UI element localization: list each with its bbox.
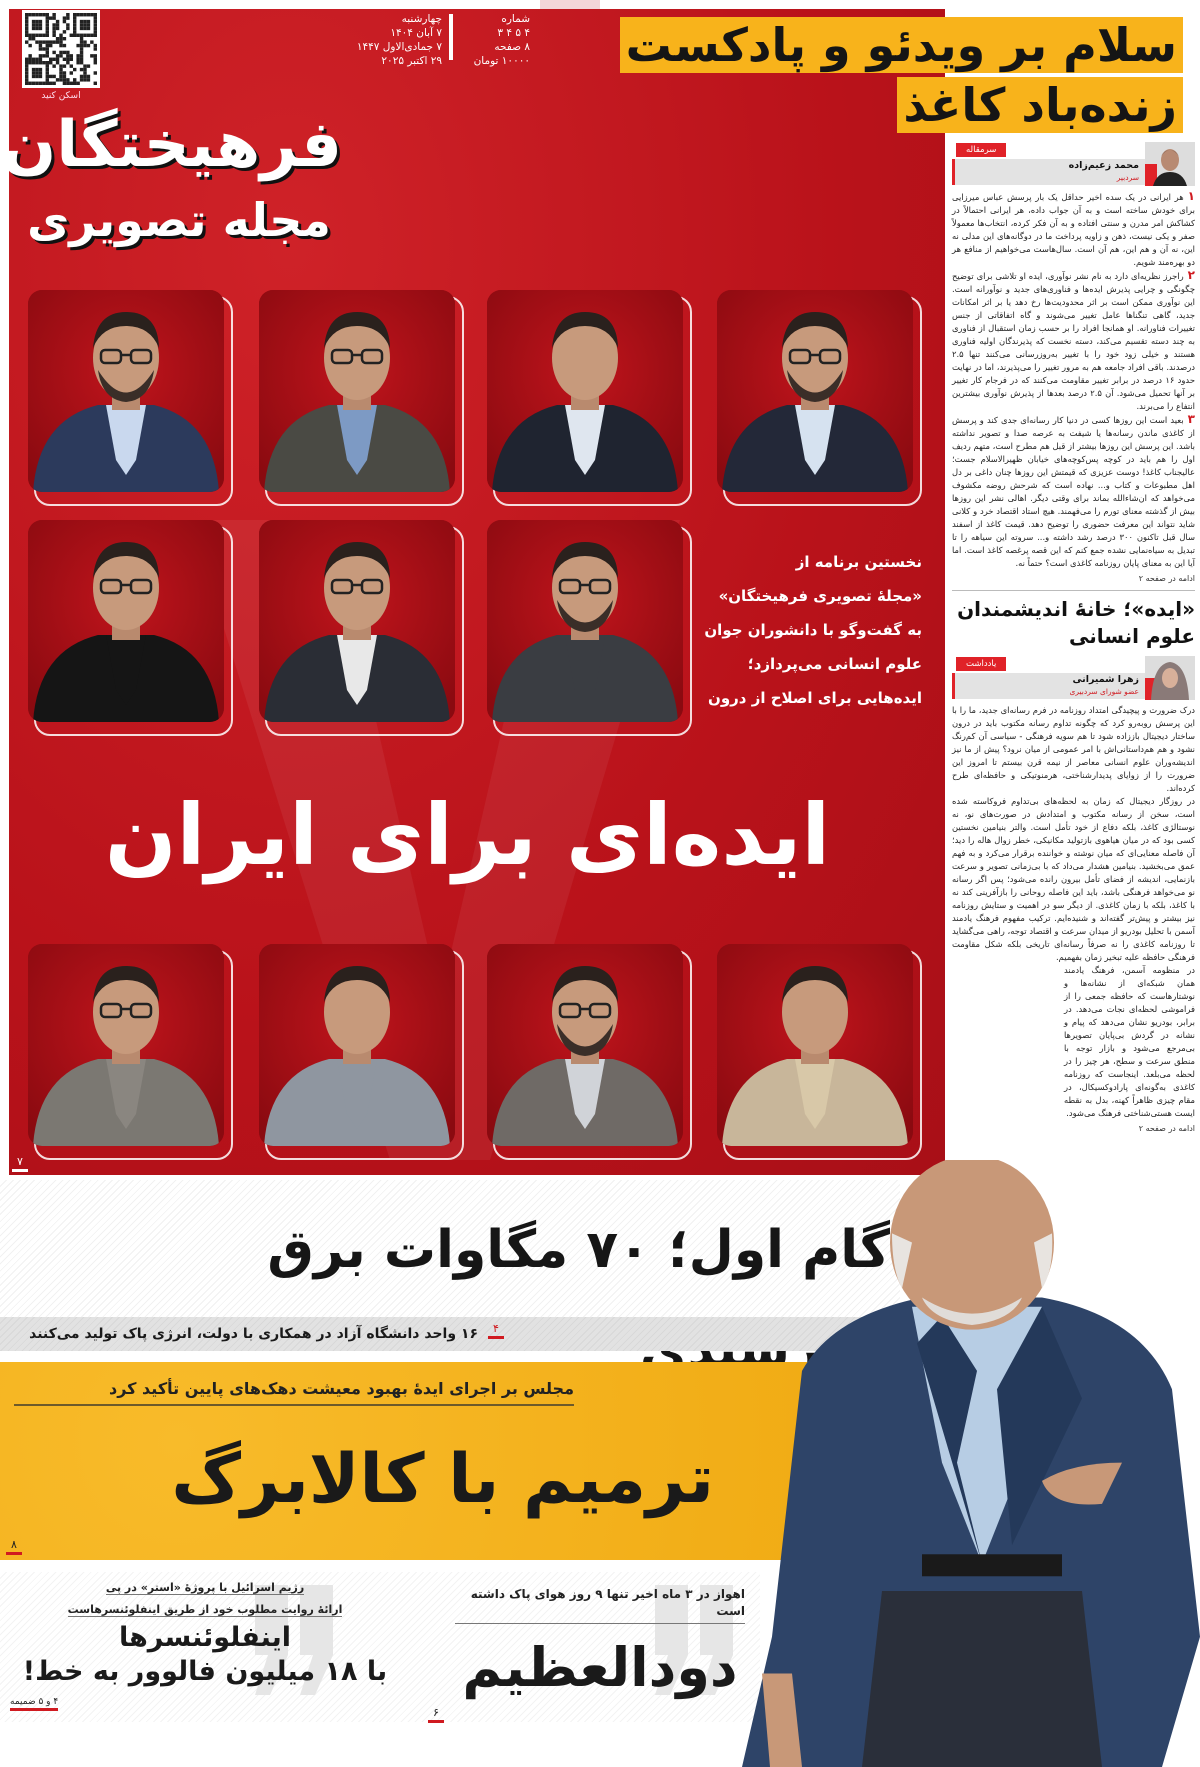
byline-box bbox=[952, 673, 1145, 699]
portrait-image bbox=[28, 520, 224, 722]
story-title: دودالعظیم bbox=[462, 1636, 738, 1699]
story-title bbox=[10, 1621, 400, 1689]
portrait-image bbox=[259, 520, 455, 722]
intro-line: ایده‌هایی برای اصلاح از درون bbox=[708, 689, 922, 707]
paragraph bbox=[952, 413, 1195, 570]
right-column bbox=[952, 142, 1195, 1140]
story-ahvaz[interactable] bbox=[455, 1586, 745, 1708]
page-ref[interactable]: ۴ و ۵ ضمیمه bbox=[10, 1696, 58, 1711]
top-headline-line2: زنده‌باد کاغذ bbox=[897, 77, 1183, 133]
note-body bbox=[952, 704, 1195, 964]
continued-link[interactable]: ادامه در صفحه ۲ bbox=[1138, 1124, 1195, 1133]
top-headline[interactable] bbox=[620, 17, 1183, 137]
weekday: چهارشنبه bbox=[401, 13, 442, 25]
portrait-photo bbox=[28, 520, 231, 730]
qr-code-icon bbox=[25, 13, 97, 85]
lead-headline[interactable]: گام اول؛ ۷۰ مگاوات برق bbox=[267, 1220, 890, 1280]
portrait-image bbox=[28, 944, 224, 1146]
top-headline-line1: سلام بر ویدئو و پادکست bbox=[620, 17, 1183, 73]
story-title-line: با ۱۸ میلیون فالوور به خط! bbox=[22, 1656, 388, 1687]
portrait-image bbox=[487, 944, 683, 1146]
issue-label: شماره bbox=[501, 13, 530, 25]
feature-intro bbox=[682, 545, 922, 715]
paragraph bbox=[952, 190, 1195, 269]
portrait-photo bbox=[487, 944, 690, 1154]
continued-link[interactable]: ادامه در صفحه ۲ bbox=[952, 570, 1195, 591]
story-kicker: رژیم اسرائیل با پروژهٔ «استر» در پی bbox=[105, 1581, 305, 1594]
page-ref[interactable]: ۸ bbox=[6, 1538, 22, 1555]
section-tag: یادداشت bbox=[956, 657, 1006, 671]
page-ref[interactable]: ۴ bbox=[488, 1322, 504, 1339]
section-tag: سرمقاله bbox=[956, 143, 1006, 157]
page-ref[interactable]: ۷ bbox=[12, 1155, 28, 1172]
paragraph-text: راجرز نظریه‌ای دارد به نام نشر نوآوری، ایده او تلاشی برای توضیح چگونگی و چرایی پذیرش ایده‌ها و فناوری‌های جدید و نوآورانه است. این نوآوری ممکن است بر اثر محدودیت‌ها رخ دهد یا بر اثر امکانات جدید، گاهی تنگناها عامل تغییر می‌شوند و گاه اتفاقاتی از جنس تغییرات فناورانه. او همانجا افراد را بر حسب زمان استقبال از فناوری به چند دسته تقسیم می‌کند، دسته نخست که پذیرندگان اولیه فناوری هستند و خیلی زود خود را با تغییر به‌روزرسانی می‌کنند تنها ۲.۵ درصدند. باقی افراد جامعه هم به مرور تغییر را می‌پذیرند، اما در نهایت حدود ۱۶ درصد در برابر تغییر مقاومت می‌کنند که در فرجام کار تغییر بر آنها تحمیل می‌شود. آن ۲.۵ درصد بعدها از پذیرش نوآوری بیشترین انتفاع را می‌برند. bbox=[952, 271, 1196, 411]
newspaper-logo: فرهیختگان bbox=[1, 108, 342, 182]
paragraph: درک ضرورت و پیچیدگی امتداد روزنامه در فرم رسانه‌ای جدید، ما را با این پرسش روبه‌رو کرد که چگونه تداوم رسانه مکتوب باید در درون ساختار دیجیتال باززاده شود تا هم سویه فرهنگی - سیاسی آن کم‌رنگ نشود و هم هم‌داستانی‌اش با امر عمومی از میان نرود؟ پیش از ما نیز اندیشه‌وران علوم انسانی معاصر از نیمه قرن بیستم تا امروز این ضرورت را از زوایای پدیدارشناختی، هرمنوتیکی و حافظه‌ای طرح کرده‌اند. bbox=[952, 705, 1195, 793]
issue-info bbox=[330, 12, 530, 72]
feature-title[interactable]: ایده‌ای برای ایران bbox=[104, 786, 831, 884]
portrait-photo bbox=[717, 290, 920, 500]
byline-box bbox=[952, 159, 1145, 185]
issue-number: ۴ ۵ ۴ ۳ bbox=[497, 27, 530, 39]
politician-photo bbox=[742, 1160, 1200, 1767]
divider bbox=[449, 14, 453, 60]
portrait-image bbox=[28, 290, 224, 492]
story-kicker: اهواز در ۳ ماه اخیر تنها ۹ روز هوای پاک داشته است bbox=[455, 1586, 745, 1624]
qr-caption: اسکن کنید bbox=[41, 91, 81, 101]
portrait-image bbox=[259, 290, 455, 492]
author-name: محمد زعیم‌زاده bbox=[1068, 160, 1139, 171]
story-influencers[interactable] bbox=[10, 1576, 400, 1711]
author-name: زهرا شمیرانی bbox=[1072, 674, 1139, 685]
portrait-image bbox=[487, 520, 683, 722]
price: ۱۰۰۰۰ تومان bbox=[473, 55, 530, 67]
date-solar: ۷ آبان ۱۴۰۴ bbox=[390, 27, 442, 39]
logo-subtitle: مجله تصویری bbox=[27, 193, 331, 247]
editorial-body bbox=[952, 190, 1195, 570]
intro-line: به گفت‌وگو با دانشوران جوان bbox=[704, 621, 922, 639]
page-count: ۸ صفحه bbox=[494, 41, 530, 53]
portrait-image bbox=[717, 290, 913, 492]
page-ref[interactable]: ۶ bbox=[428, 1706, 444, 1723]
paragraph bbox=[952, 269, 1195, 413]
portrait-photo bbox=[28, 290, 231, 500]
paragraph-number: ۳ bbox=[1187, 412, 1195, 426]
editorial-byline bbox=[952, 142, 1195, 186]
intro-line: نخستین برنامه از bbox=[795, 553, 922, 571]
qr-code[interactable] bbox=[22, 10, 100, 88]
portrait-image bbox=[259, 944, 455, 1146]
yellow-kicker: مجلس بر اجرای ایدهٔ بهبود معیشت دهک‌های پایین تأکید کرد bbox=[14, 1378, 574, 1406]
paragraph: در روزگار دیجیتال که زمان به لحظه‌های بی‌تداوم فروکاسته شده است، سخن از رسانه مکتوب و امتدادش در صورت‌های نو، نه نوستالژی کاغذ، بلکه دفاع از خود تأمل است. والتر بنیامین نخستین کسی بود که در میان هیاهوی بازتولید مکانیکی، خطر زوال هاله را دید؛ آن فاصله معنایی‌ای که میان نوشته و خواننده برقرار می‌کرد و به فهم عمق می‌بخشید. بنیامین هشدار می‌داد که با بی‌زمانی تصویر و سرعت بازنمایی، اندیشه از فضای تأمل بیرون رانده می‌شود؛ پس اگر رسانه نو می‌خواهد فرهنگی باشد، باید این فاصله روحانی را بازآفرینی کند نه با کاغذ، بلکه با زمان کاغذی. از دیگر سو در اهمیت و ستایش روزنامه نیز بیشتر و پیش‌تر گفته‌اند و شنیده‌ایم. ترکیب مفهوم فرهنگ یادمند آسمن با تحلیل بودریو از میدان سرعت و اقتصاد توجه، راهی می‌گشاید تا روزنامه کاغذی را نه صرفاً رسانه‌ای تاریخی بلکه شکل مقاومت فرهنگی حافظه علیه تبخیر زمان بفهمیم. bbox=[952, 796, 1195, 962]
paragraph-number: ۱ bbox=[1187, 189, 1195, 203]
story-kicker: ارائهٔ روایت مطلوب خود از طریق اینفلوئنسرهاست bbox=[67, 1603, 343, 1616]
intro-line: علوم انسانی می‌پردازد؛ bbox=[747, 655, 922, 673]
note-headline[interactable]: «ایده»؛ خانهٔ اندیشمندان علوم انسانی bbox=[957, 597, 1195, 648]
portrait-photo bbox=[487, 290, 690, 500]
portrait-photo bbox=[487, 520, 690, 730]
date-gregorian: ۲۹ اکتبر ۲۰۲۵ bbox=[381, 55, 442, 67]
portrait-image bbox=[717, 944, 913, 1146]
intro-line: «مجلهٔ تصویری فرهیختگان» bbox=[718, 587, 922, 605]
note-body-continued bbox=[1064, 964, 1195, 1120]
portrait-photo bbox=[259, 944, 462, 1154]
note-byline bbox=[952, 656, 1195, 700]
portrait-photo bbox=[28, 944, 231, 1154]
paragraph-number: ۲ bbox=[1187, 268, 1195, 282]
paragraph-text: بعید است این روزها کسی در دنیا کار رسانه‌ای جدی کند و پرسش از کاغذی ماندن رسانه‌ها یا شیفت به عرصه صدا و تصویر نداشته باشد. این پرسش این روزها بیشتر از قبل هم مطرح است، متهم ردیف اول را هم باید در کوچه پس‌کوچه‌های خیابان ظهیرالاسلام جست؛ عالیجناب کاغذ! دوست عزیزی که قیمتش این روزها چنان داغی بر دل اهل مطبوعات و کتاب و... نهاده است که شرحش روضه مکشوف می‌خواهد که ان‌شاءالله بماند برای وقتی دیگر. اهالی نشر این روزها بیش از گذشته معنای تورم را می‌فهمند. هیچ استاد اقتصاد خرد و کلانی شاید نتواند این معرفت حضوری را توضیح دهد. قیمت کاغذ از اسفند سال قبل تاکنون ۳۰۰ درصد رشد داشته و... سروته این سیاهه را تا تبدیل به سیاه‌نمایی نشده جمع کنم که این قصه پرغصه کاغذ است. اما آیا این به معنای پایان روزنامه کاغذی است؟ حتماً نه. bbox=[952, 415, 1195, 568]
paragraph: در منظومه آسمن، فرهنگ یادمند همان شبکه‌ای از نشانه‌ها و نوشتارهاست که حافظه جمعی را از فراموشی لحظه‌ای نجات می‌دهد. در برابر، بودریو نشان می‌دهد که پیام و نشانه در گردش بی‌پایان تصویرها بی‌مرجع می‌شود و بازار توجه با منطق سرعت و سطح، هر چیز را در لحظه می‌بلعد. اینجاست که روزنامه کاغذی به‌گونه‌ای پارادوکسیکال، در مقام چیزی ظاهراً کهنه، بدل به نقطه ایست هستی‌شناختی فرهنگ می‌شود. bbox=[1064, 965, 1195, 1118]
yellow-title[interactable]: ترمیم با کالابرگ bbox=[171, 1440, 714, 1519]
paragraph-text: هر ایرانی در یک سده اخیر حداقل یک بار پرسش عباس میرزایی برای خودش ساخته است و به آن جواب داده، هر ایرانی احتمالاً در کشاکش امر مدرن و سنتی افتاده و به آن فکر کرده، انتخاب‌ها معمولاً صفر و یکی نیست، ذهن و زاویه پرداخت ما در دوگانه‌های این مدلی نه این، نه آن و هم این، هم آن است. سال‌هاست می‌خواهیم از منافع هر دو بهره‌مند شویم. bbox=[952, 192, 1195, 267]
author-role: عضو شورای سردبیری bbox=[1069, 687, 1139, 696]
story-title-line: اینفلوئنسرها bbox=[118, 1622, 292, 1653]
portrait-photo bbox=[717, 944, 920, 1154]
author-role: سردبیر bbox=[1116, 173, 1139, 182]
portrait-photo bbox=[259, 520, 462, 730]
date-lunar: ۷ جمادی‌الاول ۱۴۴۷ bbox=[356, 41, 442, 53]
lead-subheadline[interactable]: ۱۶ واحد دانشگاه آزاد در همکاری با دولت، انرژی پاک تولید می‌کنند bbox=[29, 1326, 478, 1342]
author-avatar bbox=[1145, 142, 1195, 186]
portrait-image bbox=[487, 290, 683, 492]
portrait-photo bbox=[259, 290, 462, 500]
author-avatar bbox=[1145, 656, 1195, 700]
